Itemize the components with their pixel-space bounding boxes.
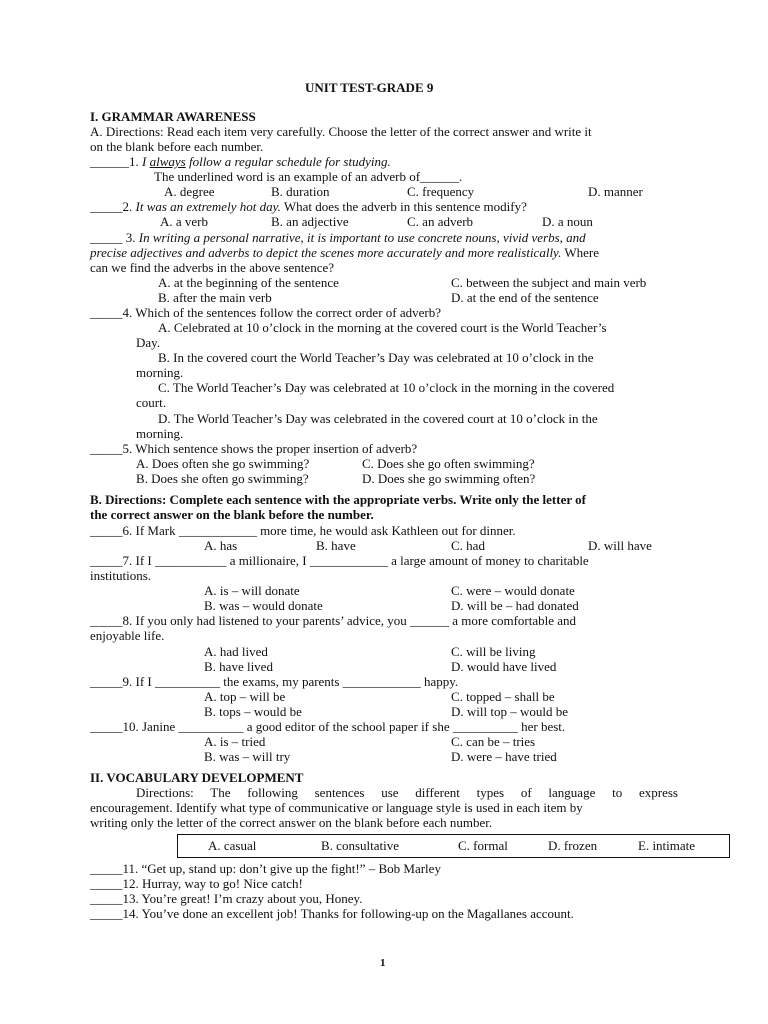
choice: B. consultative	[321, 838, 399, 853]
option: D. manner	[588, 184, 643, 199]
page-title: UNIT TEST-GRADE 9	[305, 80, 434, 95]
question-8-line1: _____8. If you only had listened to your parents’ advice, you ______ a more comfortable and	[90, 613, 577, 628]
vocab-item-12: _____12. Hurray, way to go! Nice catch!	[90, 876, 303, 891]
option: B. have	[316, 538, 356, 553]
directions-b-line1: B. Directions: Complete each sentence with the appropriate verbs. Write only the letter of	[90, 492, 586, 507]
option: B. was – will try	[204, 749, 291, 764]
option: A. has	[204, 538, 238, 553]
answer-blank[interactable]: _____ 3.	[90, 230, 136, 245]
question-7-line1: _____7. If I ___________ a millionaire, I ____________ a large amount of money to charitable	[90, 553, 589, 568]
option: C. topped – shall be	[451, 689, 555, 704]
option: C. The World Teacher’s Day was celebrated at 10 o’clock in the morning in the covered	[158, 380, 615, 395]
option: D. a noun	[542, 214, 593, 229]
question-3-line3: can we find the adverbs in the above sentence?	[90, 260, 335, 275]
directions-2-line3: writing only the letter of the correct answer on the blank before each number.	[90, 815, 493, 830]
option: B. was – would donate	[204, 598, 323, 613]
option: A. Celebrated at 10 o’clock in the morning at the covered court is the World Teacher’s	[158, 320, 607, 335]
option: C. will be living	[451, 644, 536, 659]
option-continuation: Day.	[136, 335, 161, 350]
answer-choices-box	[177, 834, 730, 858]
option: C. can be – tries	[451, 734, 536, 749]
directions-a-line2: on the blank before each number.	[90, 139, 264, 154]
option: D. at the end of the sentence	[451, 290, 599, 305]
vocab-item-14: _____14. You’ve done an excellent job! Thanks for following-up on the Magallanes account.	[90, 906, 574, 921]
question-3-line1: _____ 3. In writing a personal narrative, it is important to use concrete nouns, vivid verbs, and	[90, 230, 586, 245]
question-3-line2: precise adjectives and adverbs to depict the scenes more accurately and more realistically. Where	[90, 245, 600, 260]
option: A. is – tried	[204, 734, 266, 749]
question-1: ______1. I always follow a regular schedule for studying.	[90, 154, 391, 169]
option: B. In the covered court the World Teacher’s Day was celebrated at 10 o’clock in the	[158, 350, 594, 365]
option: D. will top – would be	[451, 704, 568, 719]
directions-a-line1: A. Directions: Read each item very carefully. Choose the letter of the correct answer and write it	[90, 124, 592, 139]
option: A. Does often she go swimming?	[136, 456, 310, 471]
question-6: _____6. If Mark ____________ more time, he would ask Kathleen out for dinner.	[90, 523, 516, 538]
question-4: _____4. Which of the sentences follow the correct order of adverb?	[90, 305, 441, 320]
option: B. tops – would be	[204, 704, 302, 719]
option-continuation: court.	[136, 395, 166, 410]
question-2: _____2. It was an extremely hot day. What does the adverb in this sentence modify?	[90, 199, 527, 214]
choice: A. casual	[208, 838, 257, 853]
option: D. The World Teacher’s Day was celebrated in the covered court at 10 o’clock in the	[158, 411, 598, 426]
option: B. after the main verb	[158, 290, 272, 305]
option: A. had lived	[204, 644, 268, 659]
answer-blank[interactable]: ______1.	[90, 154, 139, 169]
option: C. between the subject and main verb	[451, 275, 647, 290]
vocab-item-13: _____13. You’re great! I’m crazy about you, Honey.	[90, 891, 363, 906]
question-9: _____9. If I __________ the exams, my parents ____________ happy.	[90, 674, 459, 689]
choice: C. formal	[458, 838, 508, 853]
option: D. were – have tried	[451, 749, 557, 764]
option: D. would have lived	[451, 659, 557, 674]
directions-b-line2: the correct answer on the blank before the number.	[90, 507, 374, 522]
page-number: 1	[380, 957, 386, 969]
underlined-word: always	[149, 154, 186, 169]
option: A. at the beginning of the sentence	[158, 275, 339, 290]
option-continuation: morning.	[136, 426, 184, 441]
question-10: _____10. Janine __________ a good editor of the school paper if she __________ her best.	[90, 719, 566, 734]
directions-2-line2: encouragement. Identify what type of communicative or language style is used in each item by	[90, 800, 583, 815]
option: D. Does she go swimming often?	[362, 471, 536, 486]
option: B. duration	[271, 184, 330, 199]
vocab-item-11: _____11. “Get up, stand up: don’t give up the fight!” – Bob Marley	[90, 861, 441, 876]
question-7-line2: institutions.	[90, 568, 152, 583]
option: B. have lived	[204, 659, 273, 674]
option: C. an adverb	[407, 214, 474, 229]
option: B. Does she often go swimming?	[136, 471, 309, 486]
question-1-subtext: The underlined word is an example of an adverb of______.	[154, 169, 463, 184]
option: C. had	[451, 538, 485, 553]
option: B. an adjective	[271, 214, 349, 229]
directions-2-line1: Directions: The following sentences use different types of language to express	[136, 785, 678, 800]
option: C. Does she go often swimming?	[362, 456, 535, 471]
option: A. a verb	[160, 214, 209, 229]
option-continuation: morning.	[136, 365, 184, 380]
question-8-line2: enjoyable life.	[90, 628, 165, 643]
option: D. will be – had donated	[451, 598, 579, 613]
option: C. frequency	[407, 184, 475, 199]
option: A. degree	[164, 184, 215, 199]
section-heading-grammar: I. GRAMMAR AWARENESS	[90, 109, 256, 124]
answer-blank[interactable]: _____2.	[90, 199, 133, 214]
choice: D. frozen	[548, 838, 598, 853]
question-5: _____5. Which sentence shows the proper insertion of adverb?	[90, 441, 418, 456]
option: D. will have	[588, 538, 652, 553]
option: C. were – would donate	[451, 583, 575, 598]
option: A. top – will be	[204, 689, 286, 704]
section-heading-vocabulary: II. VOCABULARY DEVELOPMENT	[90, 770, 304, 785]
option: A. is – will donate	[204, 583, 300, 598]
choice: E. intimate	[638, 838, 696, 853]
